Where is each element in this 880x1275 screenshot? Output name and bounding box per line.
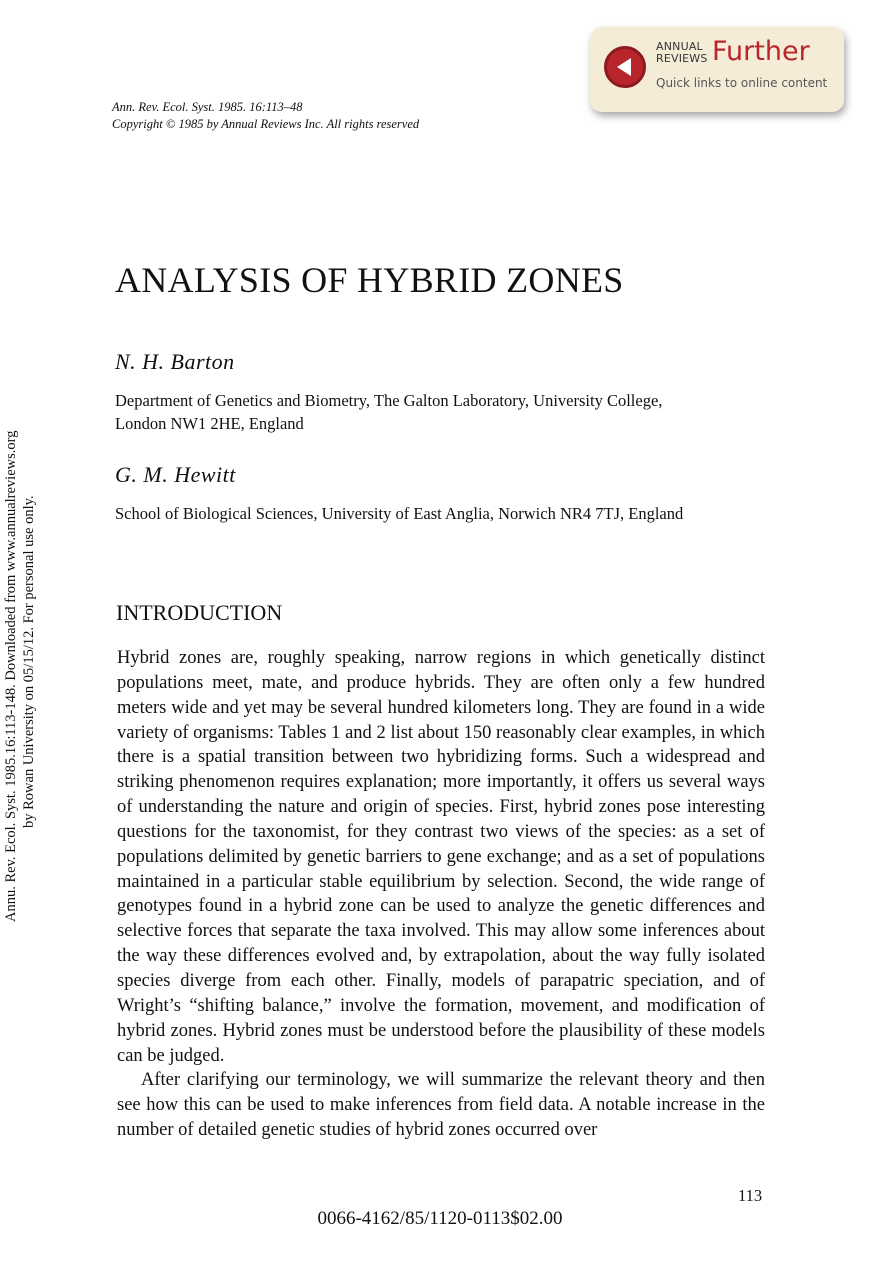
download-notice-line-1: Annu. Rev. Ecol. Syst. 1985.16:113-148. Downloaded from www.annualreviews.org <box>3 430 19 922</box>
paragraph: Hybrid zones are, roughly speaking, narrow regions in which genetically distinct populations meet, mate, and produce hybrids. They are often only a few hundred meters wide and yet may be several hundred kilometers long. They are found in a wide variety of organisms: Tables 1 and 2 list about 150 reasonably clear examples, in which there is a spatial transition between two hybridizing forms. Such a widespread and striking phenomenon requires explanation; more importantly, it offers us several ways of understanding the nature and origin of species. First, hybrid zones pose interesting questions for the taxonomist, for they contrast two views of the species: as a set of populations delimited by genetic barriers to gene exchange; and as a set of populations maintained in a particular stable equilibrium by selection. Second, the wide range of genotypes found in a hybrid zone can be used to analyze the genetic differences and selective forces that separate the taxa involved. This may allow some inferences about the way these differences evolved and, by extrapolation, about the way fully isolated species diverge from each other. Finally, models of parapatric speciation, and of Wright’s “shifting balance,” involve the formation, movement, and modification of hybrid zones. Hybrid zones must be understood before the plausibility of these models can be judged. <box>117 648 765 1066</box>
citation <box>112 99 419 133</box>
section-heading: INTRODUCTION <box>116 600 283 625</box>
affiliation-line: London NW1 2HE, England <box>115 414 304 433</box>
badge-subtitle: Quick links to online content <box>656 76 828 90</box>
page-number: 113 <box>738 1186 763 1205</box>
citation-line-2: Copyright © 1985 by Annual Reviews Inc. All rights reserved <box>112 117 420 131</box>
article-title: ANALYSIS OF HYBRID ZONES <box>115 260 624 300</box>
author-name: G. M. Hewitt <box>115 462 236 487</box>
badge-reviews: REVIEWS <box>656 52 708 65</box>
body-text <box>117 646 765 1143</box>
author-name: N. H. Barton <box>115 349 235 374</box>
affiliation-line: Department of Genetics and Biometry, The Galton Laboratory, University College, <box>115 391 663 410</box>
badge-publisher <box>656 41 708 65</box>
footer-code: 0066-4162/85/1120-0113$02.00 <box>317 1208 563 1229</box>
author-affiliation <box>115 502 765 525</box>
citation-line-1: Ann. Rev. Ecol. Syst. 1985. 16:113–48 <box>112 100 303 114</box>
affiliation-line: School of Biological Sciences, University of East Anglia, Norwich NR4 7TJ, England <box>115 504 684 523</box>
badge-further: Further <box>712 36 810 67</box>
paragraph: After clarifying our terminology, we will summarize the relevant theory and then see how this can be used to make inferences from field data. A notable increase in the number of detailed genetic studies of hybrid zones occurred over <box>117 1070 765 1141</box>
badge-annual: ANNUAL <box>656 40 703 53</box>
download-notice-line-2: by Rowan University on 05/15/12. For personal use only. <box>21 495 37 828</box>
further-badge[interactable] <box>590 27 844 112</box>
back-arrow-icon[interactable] <box>604 46 646 88</box>
author-affiliation <box>115 389 765 435</box>
